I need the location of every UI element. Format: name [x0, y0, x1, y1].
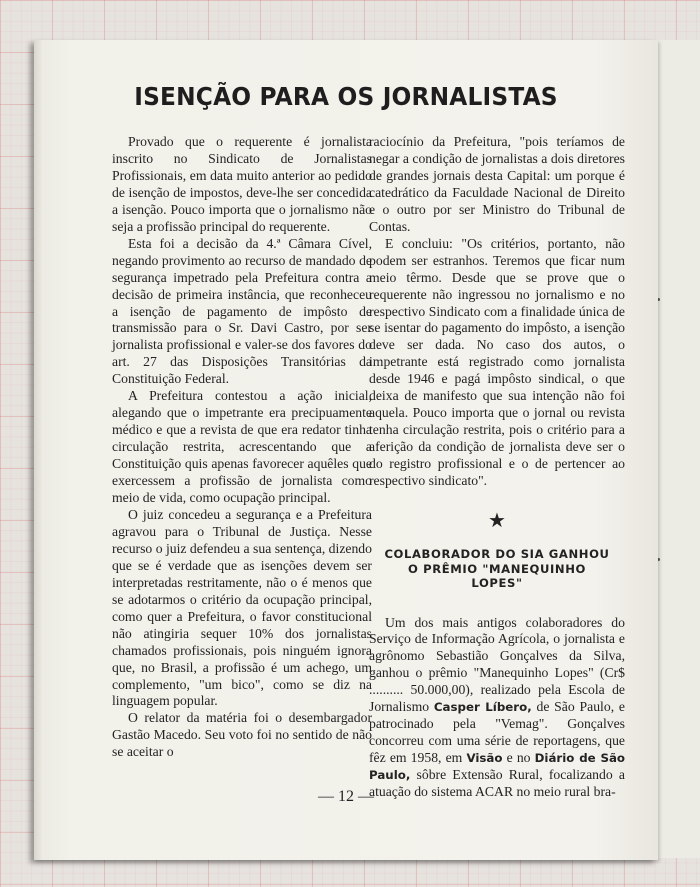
article-title: ISENÇÃO PARA OS JORNALISTAS [134, 82, 558, 111]
magazine-page [34, 40, 658, 860]
paragraph: O relator da matéria foi o desembargador Gastão Macedo. Seu voto foi no sentido de não se aceitar o [112, 710, 372, 760]
left-column [112, 134, 372, 761]
paragraph: O juiz concedeu a segurança e a Prefeitura agravou para o Tribunal de Justiça. Nesse recurso o juiz defendeu a sua sentença, dizendo que se é verdade que as isenções devem ser interpretadas restritamente, não o é menos que se adotarmos o critério da ocupação principal, como quer a Prefeitura, o favor constitucional não atingiria sequer 10% dos jornalistas chamados profissionais, pois ninguém ignora que, no Brasil, a profissão é um achego, um complemento, "um bico", como se diz na linguagem popular. [112, 506, 372, 709]
subheading-line: COLABORADOR DO SIA GANHOU [384, 547, 610, 562]
text-run: sôbre Extensão Rural, focalizando a atuação do sistema ACAR no meio rural bra- [369, 767, 625, 800]
text-run: de São Paulo, e patrocinado pela "Vemag". Gonçalves concorreu com uma série de reportagens, que fêz em 1958, em [369, 699, 625, 766]
section-subheading [369, 547, 625, 591]
paragraph: E concluiu: "Os critérios, portanto, não podem ser estranhos. Teremos que ficar num meio têrmo. Desde que se prove que o requerente não ingressou no jornalismo e no respectivo Sindicato com a finalidade única de se isentar do pagamento do impôsto, a isenção deve ser dada. No caso dos autos, o impetrante está registrado como jornalista desde 1946 e pagá impôsto sindical, o que deixa de manifesto que sua intenção não foi aquela. Pouco importa que o jornal ou revista tenha circulação restrita, pois o critério para a aferição da condição de jornalista deve ser o do registro profissional e o de pertencer ao respectivo sindicato". [369, 235, 625, 489]
paragraph: Esta foi a decisão da 4.ª Câmara Cível, negando provimento ao recurso de mandado de segurança impetrado pela Prefeitura contra a decisão de primeira instância, que reconheceu a isenção de pagamento de impôsto de transmissão para o Sr. Davi Castro, por ser jornalista profissional e valer-se dos favores do art. 27 das Disposições Transitórias da Constituição Federal. [112, 235, 372, 387]
paragraph: Provado que o requerente é jornalista inscrito no Sindicato de Jornalistas Profissionais, em data muito anterior ao pedido de isenção de impostos, deve-lhe ser concedida a isenção. Pouco importa que o jornalismo não seja a profissão principal do requerente. [112, 134, 372, 234]
bold-text: Visão [466, 751, 503, 766]
subheading-line: LOPES" [471, 576, 523, 591]
star-separator-icon: ★ [488, 508, 506, 533]
paragraph: A Prefeitura contestou a ação inicial, alegando que o impetrante era precipuamente médico e que a revista de que era redator tinha circulação restrita, acrescentando que a Constituição quis apenas favorecer aquêles que exercessem a profissão de jornalista como meio de vida, como ocupação principal. [112, 388, 372, 506]
paragraph [369, 615, 625, 801]
paragraph: raciocínio da Prefeitura, "pois teríamos de negar a condição de jornalistas a dois diretores de grandes jornais desta Capital: um porque é catedrático da Faculdade Nacional de Direito e o outro por ser Ministro do Tribunal de Contas. [369, 134, 625, 234]
text-run: Um dos mais antigos colaboradores do Serviço de Informação Agrícola, o jornalista e agrônomo Sebastião Gonçalves da Silva, ganhou o prêmio "Manequinho Lopes" (Cr$ .......... 50.000,00), realizado pela Escola de Jornalismo [369, 614, 625, 715]
bold-text: Casper Líbero, [433, 700, 532, 715]
subheading-line: O PRÊMIO "MANEQUINHO [408, 561, 586, 576]
right-column [369, 134, 625, 801]
text-run: e no [506, 750, 531, 766]
bold-text: Diário de São Paulo, [369, 751, 626, 783]
page-spine [34, 40, 44, 860]
page-number: — 12 — [318, 788, 374, 805]
